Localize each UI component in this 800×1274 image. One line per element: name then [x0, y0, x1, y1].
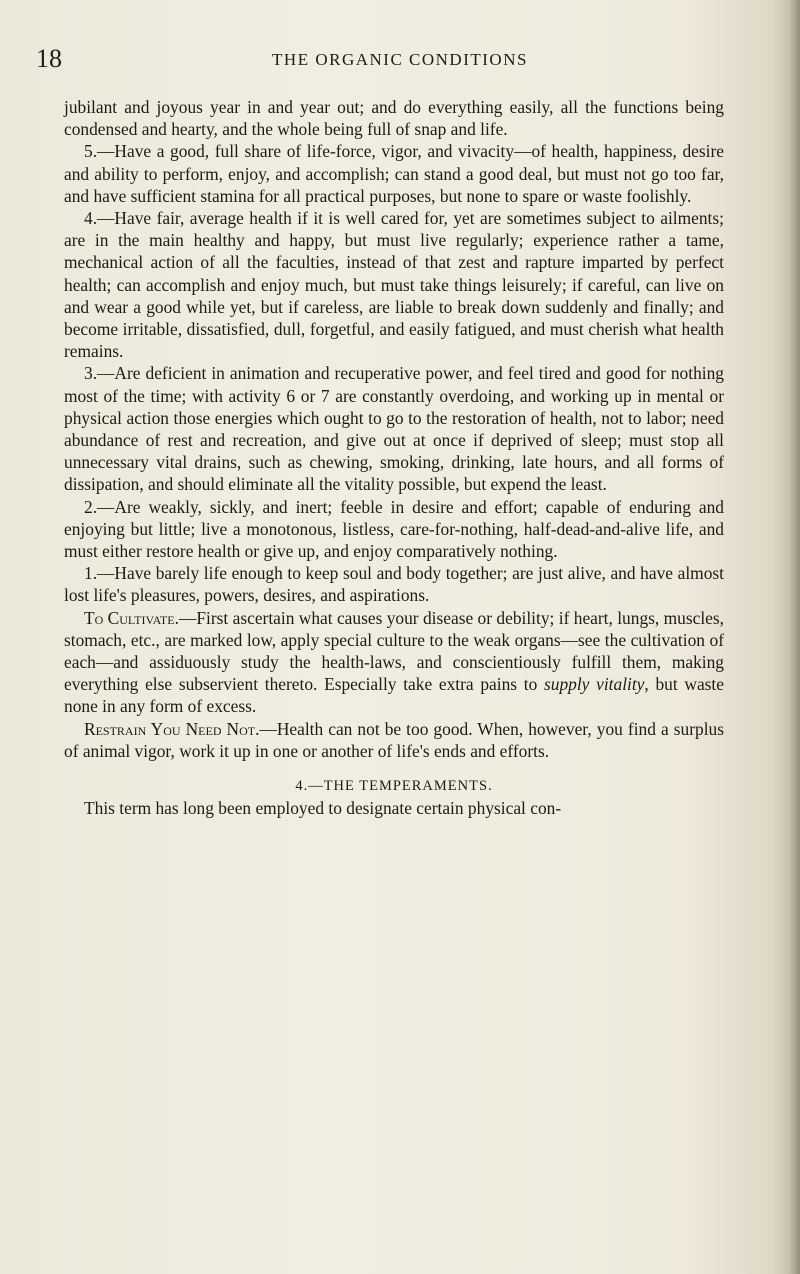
section-heading: 4.—THE TEMPERAMENTS. — [295, 778, 493, 795]
paragraph-restrain — [64, 718, 724, 762]
paragraph-to-cultivate — [64, 607, 724, 718]
paragraph-2: 2.—Are weakly, sickly, and inert; feeble in desire and effort; capable of enduring and enjoying but little; live a monotonous, listless, care-for-nothing, half-dead-and-alive life, and must either restore health or give up, and enjoy comparatively nothing. — [64, 496, 724, 562]
page-header — [0, 44, 800, 78]
paragraph-1: 1.—Have barely life enough to keep soul and body together; are just alive, and have almost lost life's pleasures, powers, desires, and aspirations. — [64, 563, 724, 606]
page-number: 18 — [36, 44, 62, 73]
paragraph-temperaments-start: This term has long been employed to designate certain physical con- — [84, 798, 562, 819]
running-title: THE ORGANIC CONDITIONS — [272, 50, 528, 69]
cultivate-text-a: —First ascertain what causes your disease or debility; if heart, lungs, muscles, stomach, etc., are marked low, apply special culture to the weak organs—see the cultivation of each—and assiduously study the health-laws, and conscientiously fulfill them, making everything else subservient thereto. Especially take extra pains to — [64, 607, 724, 695]
cultivate-label: To Cultivate. — [84, 607, 179, 628]
restrain-label: Restrain You Need Not. — [84, 718, 260, 739]
body-text — [64, 96, 724, 819]
cultivate-emphasis: supply vitality — [544, 674, 645, 695]
paragraph-3: 3.—Are deficient in animation and recuperative power, and feel tired and good for nothing most of the time; with activity 6 or 7 are constantly overdoing, and working up in mental or physical action those energies which ought to go to the restoration of health, not to labor; need abundance of rest and recreation, and give out at once if deprived of sleep; must stop all unnecessary vital drains, such as chewing, smoking, drinking, late hours, and all forms of dissipation, and should eliminate all the vitality possible, but expend the least. — [64, 363, 724, 495]
restrain-text: —Health can not be too good. When, however, you find a surplus of animal vigor, work it up in one or another of life's ends and efforts. — [64, 718, 724, 761]
page-edge-shadow — [772, 0, 800, 1274]
cultivate-text-b: , but waste none in any form of excess. — [64, 674, 724, 717]
paragraph-4: 4.—Have fair, average health if it is well cared for, yet are sometimes subject to ailments; are in the main healthy and happy, but must live regularly; experience rather a tame, mechanical action of all the faculties, instead of that zest and rapture imparted by perfect health; can accomplish and enjoy much, but must take things leisurely; if careful, can live on and wear a good while yet, but if careless, are liable to break down suddenly and finally; and become irritable, dissatisfied, dull, forgetful, and easily fatigued, and must cherish what health remains. — [64, 208, 724, 362]
paragraph-continuation: jubilant and joyous year in and year out; and do everything easily, all the functions being condensed and hearty, and the whole being full of snap and life. — [64, 97, 724, 140]
paragraph-5: 5.—Have a good, full share of life-force, vigor, and vivacity—of health, happiness, desire and ability to perform, enjoy, and accomplish; can stand a good deal, but must not go too far, and have sufficient stamina for all practical purposes, but none to spare or waste foolishly. — [64, 141, 724, 206]
